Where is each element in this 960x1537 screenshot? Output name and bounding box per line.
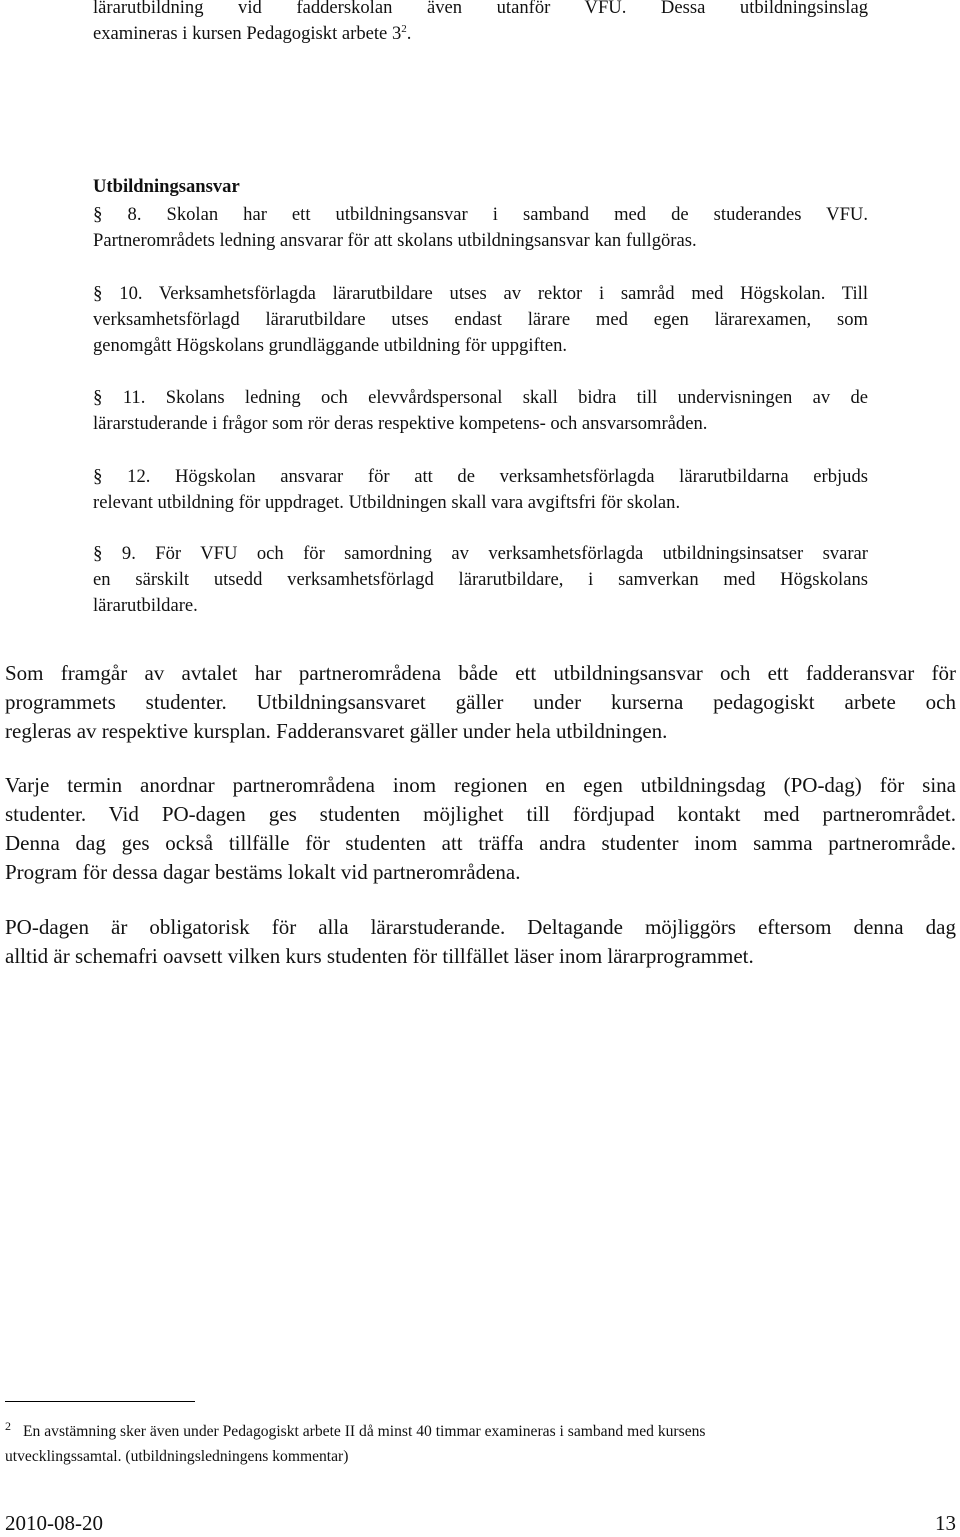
- intro-text: examineras i kursen Pedagogiskt arbete 3: [93, 23, 402, 44]
- page-number: 13: [935, 1511, 956, 1535]
- section-line: relevant utbildning för uppdraget. Utbildningen skall vara avgiftsfri för skolan.: [93, 492, 681, 513]
- section-text: 11. Skolans ledning och elevvårdspersonal skall bidra till undervisningen av de: [122, 387, 869, 408]
- section-text: 9. För VFU och för samordning av verksamhetsförlagda utbildningsinsatser svarar: [121, 543, 868, 564]
- paragraph-line: Varje termin anordnar partnerområdena inom regionen en egen utbildningsdag (PO-dag) för sina: [5, 773, 956, 797]
- section-line: verksamhetsförlagd lärarutbildare utses endast lärare med egen lärarexamen, som: [93, 309, 868, 330]
- section-line: genomgått Högskolans grundläggande utbildning för uppgiften.: [93, 335, 568, 356]
- footnote: [5, 1419, 935, 1469]
- body-paragraph: [5, 913, 956, 971]
- footnote-separator: [5, 1401, 195, 1402]
- section-line: lärarutbildare.: [93, 595, 198, 616]
- footnote-line: [5, 1419, 935, 1444]
- section-line: [93, 464, 868, 490]
- section-8: [93, 202, 868, 254]
- intro-line: lärarutbildning vid fadderskolan även utanför VFU. Dessa utbildningsinslag: [93, 0, 868, 18]
- paragraph-line: Som framgår av avtalet har partnerområdena både ett utbildningsansvar och ett fadderansvar för: [5, 661, 956, 685]
- paragraph-symbol: §: [93, 466, 103, 487]
- paragraph-line: Denna dag ges också tillfälle för studenten att träffa andra studenter inom samma partnerområde.: [5, 831, 956, 855]
- paragraph-symbol: §: [93, 283, 103, 304]
- paragraph-line: programmets studenter. Utbildningsansvaret gäller under kurserna pedagogiskt arbete och: [5, 690, 956, 714]
- section-line: en särskilt utsedd verksamhetsförlagd lärarutbildare, i samverkan med Högskolans: [93, 569, 868, 590]
- footer-date: 2010-08-20: [5, 1511, 103, 1535]
- paragraph-line: regleras av respektive kursplan. Fadderansvaret gäller under hela utbildningen.: [5, 719, 668, 743]
- paragraph-line: alltid är schemafri oavsett vilken kurs studenten för tillfället läser inom lärarprogrammet.: [5, 944, 754, 968]
- paragraph-symbol: §: [93, 543, 103, 564]
- intro-line: [93, 21, 868, 47]
- section-text: 10. Verksamhetsförlagda lärarutbildare utses av rektor i samråd med Högskolan. Till: [119, 283, 868, 304]
- paragraph-line: Program för dessa dagar bestäms lokalt vid partnerområdena.: [5, 860, 521, 884]
- section-heading: Utbildningsansvar: [93, 176, 240, 197]
- section-line: [93, 541, 868, 567]
- paragraph-symbol: §: [93, 204, 103, 225]
- section-text: 8. Skolan har ett utbildningsansvar i samband med de studerandes VFU.: [127, 204, 868, 225]
- section-line: Partnerområdets ledning ansvarar för att skolans utbildningsansvar kan fullgöras.: [93, 230, 697, 251]
- body-paragraph: [5, 771, 956, 887]
- intro-end: .: [406, 23, 412, 44]
- footnote-line: utvecklingssamtal. (utbildningsledningens kommentar): [5, 1448, 349, 1465]
- paragraph-symbol: §: [93, 387, 103, 408]
- section-10: [93, 281, 868, 359]
- section-9: [93, 541, 868, 619]
- section-text: 12. Högskolan ansvarar för att de verksamhetsförlagda lärarutbildarna erbjuds: [127, 466, 868, 487]
- body-paragraph: [5, 659, 956, 746]
- paragraph-line: studenter. Vid PO-dagen ges studenten möjlighet till fördjupad kontakt med partnerområdet.: [5, 802, 956, 826]
- section-12: [93, 464, 868, 516]
- footnote-number: 2: [5, 1418, 11, 1433]
- footnote-text: En avstämning sker även under Pedagogiskt arbete II då minst 40 timmar examineras i samband med kursens: [23, 1423, 706, 1440]
- paragraph-line: PO-dagen är obligatorisk för alla lärarstuderande. Deltagande möjliggörs eftersom denna dag: [5, 915, 956, 939]
- section-line: [93, 281, 868, 307]
- section-line: [93, 202, 868, 228]
- intro-paragraph: [93, 0, 868, 47]
- section-line: lärarstuderande i frågor som rör deras respektive kompetens- och ansvarsområden.: [93, 413, 708, 434]
- footnote-ref[interactable]: 2: [401, 22, 407, 35]
- section-11: [93, 385, 868, 437]
- section-line: [93, 385, 868, 411]
